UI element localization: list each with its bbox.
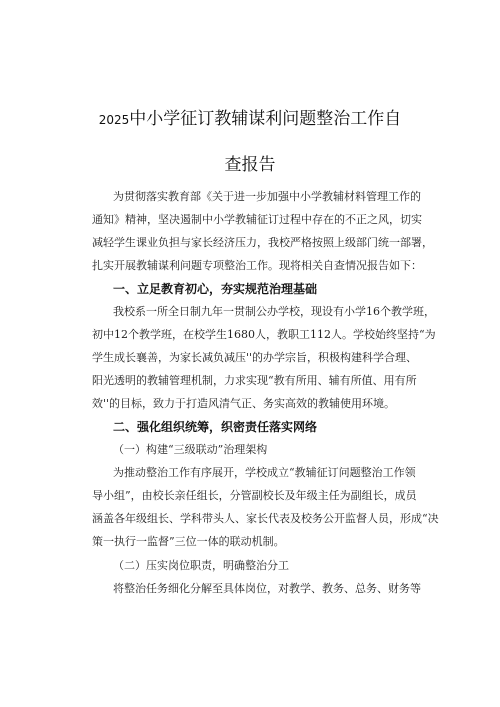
document-title-line2: 查报告 bbox=[224, 155, 276, 175]
section2-sub2-heading: （二）压实岗位职责，明确整治分工 bbox=[113, 559, 289, 572]
section1-line-5: 效''的目标，致力于打造风清气正、务实高效的教辅使用环境。 bbox=[92, 397, 396, 410]
intro-line-3: 减轻学生课业负担与家长经济压力，我校严格按照上级部门统一部署， bbox=[92, 236, 433, 249]
section1-heading: 一、立足教育初心，夯实规范治理基础 bbox=[113, 282, 318, 296]
intro-line-2: 通知》精神，坚决遏制中小学教辅征订过程中存在的不正之风，切实 bbox=[92, 213, 422, 226]
section1-line-1: 我校系一所全日制九年一贯制公办学校，现设有小学16个教学班， bbox=[113, 305, 435, 318]
title-year: 2025 bbox=[98, 113, 130, 127]
section1-line-2: 初中12个教学班，在校学生1680人，教职工112人。学校始终坚持“为 bbox=[92, 328, 436, 341]
title-line1-text: 中小学征订教辅谋利问题整治工作自 bbox=[129, 109, 402, 129]
section2-sub1-heading: （一）构建“三级联动”治理架构 bbox=[113, 443, 268, 456]
section2-sub1-line-1: 为推动整治工作有序展开，学校成立“教辅征订问题整治工作领 bbox=[113, 466, 416, 479]
section2-sub1-line-2: 导小组”，由校长亲任组长，分管副校长及年级主任为副组长，成员 bbox=[92, 489, 417, 502]
section2-sub1-line-4: 策一执行一监督”三位一体的联动机制。 bbox=[92, 535, 285, 548]
intro-line-1: 为贯彻落实教育部《关于进一步加强中小学教辅材料管理工作的 bbox=[113, 190, 421, 203]
section2-sub1-line-3: 涵盖各年级组长、学科带头人、家长代表及校务公开监督人员，形成“决 bbox=[92, 512, 439, 525]
section1-line-4: 阳光透明的教辅管理机制，力求实现“教有所用、辅有所值、用有所 bbox=[92, 374, 417, 387]
section2-sub2-line-1: 将整治任务细化分解至具体岗位，对教学、教务、总务、财务等 bbox=[113, 582, 421, 595]
intro-line-4: 扎实开展教辅谋利问题专项整治工作。现将相关自查情况报告如下： bbox=[92, 259, 422, 272]
section1-line-3: 学生成长襄善，为家长减负减压''的办学宗旨，积极构建科学合理、 bbox=[92, 351, 418, 364]
document-title-line1 bbox=[0, 104, 500, 129]
section2-heading: 二、强化组织统筹，织密责任落实网络 bbox=[113, 420, 318, 434]
